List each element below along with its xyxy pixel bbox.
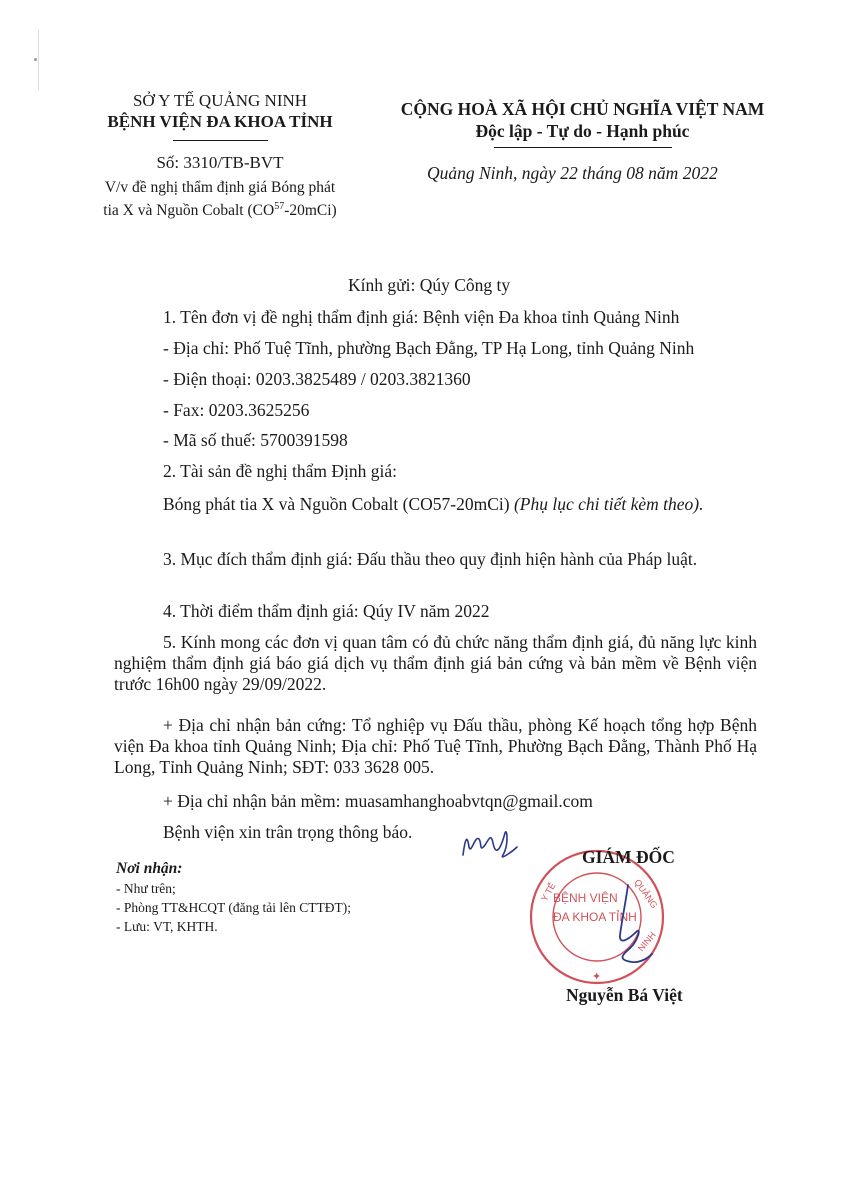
- svg-text:NINH: NINH: [635, 930, 658, 954]
- recipients-title: Nơi nhận:: [116, 860, 183, 877]
- document-date: Quảng Ninh, ngày 22 tháng 08 năm 2022: [427, 163, 718, 183]
- recipient-item: - Lưu: VT, KHTH.: [116, 919, 218, 934]
- recipient-item: - Như trên;: [116, 881, 176, 896]
- signer-title: GIÁM ĐỐC: [582, 847, 675, 867]
- subject-line-1: V/v đề nghị thẩm định giá Bóng phát: [104, 179, 336, 196]
- asset-note: (Phụ lục chi tiết kèm theo).: [513, 494, 704, 514]
- header-left: [70, 90, 370, 141]
- asset-paragraph: [114, 494, 757, 515]
- recipient-item: - Phòng TT&HCQT (đăng tải lên CTTĐT);: [116, 900, 351, 915]
- closing-line: Bệnh viện xin trân trọng thông báo.: [163, 822, 413, 842]
- scan-dot: [34, 58, 37, 61]
- subject-line-2-suffix: -20mCi): [284, 202, 337, 220]
- subject-line-2-prefix: tia X và Nguồn Cobalt (CO: [103, 202, 275, 220]
- svg-text:✦: ✦: [592, 971, 602, 983]
- scan-edge-mark: [38, 30, 39, 90]
- seal-text-line-1: BỆNH VIỆN: [553, 891, 618, 905]
- item-4: 4. Thời điểm thẩm định giá: Qúy IV năm 2022: [163, 601, 490, 621]
- nation-title: CỘNG HOÀ XÃ HỘI CHỦ NGHĨA VIỆT NAM: [400, 99, 765, 119]
- subject-superscript: 57: [274, 201, 285, 212]
- initials-signature: [455, 825, 525, 865]
- address-line: - Địa chỉ: Phố Tuệ Tĩnh, phường Bạch Đằng, TP Hạ Long, tỉnh Quảng Ninh: [163, 338, 695, 358]
- soft-copy-address: + Địa chỉ nhận bản mềm: muasamhanghoabvtqn@gmail.com: [163, 791, 593, 811]
- seal-text-line-2: ĐA KHOA TỈNH: [553, 910, 637, 924]
- item-3: 3. Mục đích thẩm định giá: Đấu thầu theo quy định hiện hành của Pháp luật.: [163, 549, 698, 569]
- svg-text:QUẢNG: QUẢNG: [632, 877, 660, 911]
- item-1: 1. Tên đơn vị đề nghị thẩm định giá: Bệnh viện Đa khoa tỉnh Quảng Ninh: [163, 307, 680, 327]
- header-right-underline: [494, 147, 672, 148]
- recipients-block: [116, 859, 351, 936]
- hard-copy-address: + Địa chỉ nhận bản cứng: Tổ nghiệp vụ Đấu thầu, phòng Kế hoạch tổng hợp Bệnh viện Đa khoa tỉnh Quảng Ninh; Địa chỉ: Phố Tuệ Tĩnh, Phường Bạch Đằng, Thành Phố Hạ Long, Tỉnh Quảng Ninh; SĐT: 033 3628 005.: [114, 715, 757, 777]
- national-motto: Độc lập - Tự do - Hạnh phúc: [475, 121, 690, 141]
- item-5: 5. Kính mong các đơn vị quan tâm có đủ chức năng thẩm định giá, đủ năng lực kinh nghiệm thẩm định giá báo giá dịch vụ thẩm định giá bản cứng và bản mềm về Bệnh viện trước 16h00 ngày 29/09/2022.: [114, 632, 757, 694]
- signer-name: Nguyễn Bá Việt: [566, 985, 683, 1005]
- fax-line: - Fax: 0203.3625256: [163, 400, 310, 420]
- header-right: [385, 98, 780, 148]
- subject-line-2: [70, 197, 370, 220]
- item-2: 2. Tài sản đề nghị thẩm Định giá:: [163, 461, 397, 481]
- hospital-name: BỆNH VIỆN ĐA KHOA TỈNH: [107, 112, 333, 131]
- director-signature: [598, 880, 658, 970]
- phone-line: - Điện thoại: 0203.3825489 / 0203.3821360: [163, 369, 471, 389]
- document-number: Số: 3310/TB-BVT: [156, 153, 284, 172]
- asset-text: Bóng phát tia X và Nguồn Cobalt (CO57-20mCi): [163, 494, 510, 514]
- subject-block: [70, 178, 370, 220]
- svg-text:Y TẾ: Y TẾ: [539, 880, 558, 903]
- header-left-underline: [173, 140, 268, 141]
- tax-line: - Mã số thuế: 5700391598: [163, 430, 348, 450]
- department-name: SỞ Y TẾ QUẢNG NINH: [132, 91, 308, 110]
- salutation: Kính gửi: Qúy Công ty: [348, 275, 511, 295]
